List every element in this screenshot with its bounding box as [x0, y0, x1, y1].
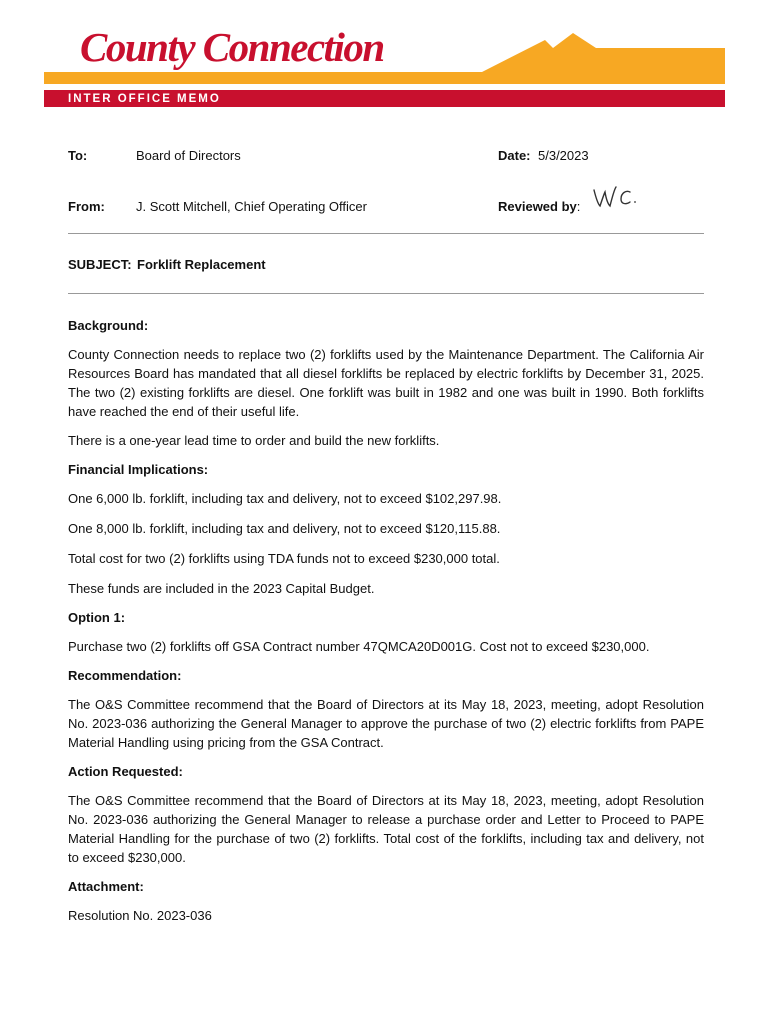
reviewed-by-text: Reviewed by: [498, 199, 577, 214]
memo-label: INTER OFFICE MEMO: [68, 93, 221, 105]
financial-item-2: One 8,000 lb. forklift, including tax and delivery, not to exceed $120,115.88.: [68, 521, 501, 536]
recommendation-heading: Recommendation:: [68, 668, 182, 683]
subject-value: Forklift Replacement: [137, 257, 266, 272]
memo-body: [68, 316, 704, 935]
from-label: From:: [68, 199, 105, 214]
action-paragraph: The O&S Committee recommend that the Board of Directors at its May 18, 2023, meeting, adopt Resolution No. 2023-036 authorizing the General Manager to release a purchase order and Letter to Proceed to PAPE Material Handling for the purchase of two (2) forklifts. Total cost of the forklifts, including tax and delivery, not to exceed $230,000.: [68, 793, 704, 865]
action-heading: Action Requested:: [68, 764, 183, 779]
recommendation-paragraph: The O&S Committee recommend that the Board of Directors at its May 18, 2023, meeting, adopt Resolution No. 2023-036 authorizing the General Manager to approve the purchase of two (2) electric forklifts from PAPE Material Handling using pricing from the GSA Contract.: [68, 697, 704, 750]
from-value: J. Scott Mitchell, Chief Operating Officer: [136, 199, 367, 214]
divider-bottom: [68, 293, 704, 294]
financial-item-3: Total cost for two (2) forklifts using TDA funds not to exceed $230,000 total.: [68, 551, 500, 566]
divider-top: [68, 233, 704, 234]
financial-heading: Financial Implications:: [68, 462, 209, 477]
logo: County Connection: [80, 24, 384, 70]
date-value: 5/3/2023: [538, 148, 589, 163]
option-heading: Option 1:: [68, 610, 126, 625]
attachment-heading: Attachment:: [68, 879, 144, 894]
option-paragraph: Purchase two (2) forklifts off GSA Contract number 47QMCA20D001G. Cost not to exceed $230,000.: [68, 639, 650, 654]
date-label: Date:: [498, 148, 531, 163]
to-label: To:: [68, 148, 88, 163]
to-value: Board of Directors: [136, 148, 241, 163]
lead-time-paragraph: There is a one-year lead time to order and build the new forklifts.: [68, 433, 440, 448]
background-paragraph: County Connection needs to replace two (2) forklifts used by the Maintenance Department. The California Air Resources Board has mandated that all diesel forklifts be replaced by electric forklifts by December 31, 2025. The two (2) existing forklifts are diesel. One forklift was built in 1982 and one was built in 1990. Both forklifts have reached the end of their useful life.: [68, 347, 704, 419]
background-heading: Background:: [68, 318, 149, 333]
reviewed-by-colon: :: [576, 199, 581, 214]
subject-label: SUBJECT:: [68, 257, 132, 272]
reviewer-signature: [590, 180, 650, 216]
financial-item-1: One 6,000 lb. forklift, including tax and delivery, not to exceed $102,297.98.: [68, 491, 502, 506]
reviewed-by-label: [498, 199, 580, 214]
financial-item-4: These funds are included in the 2023 Capital Budget.: [68, 581, 375, 596]
attachment-item: Resolution No. 2023-036: [68, 908, 212, 923]
